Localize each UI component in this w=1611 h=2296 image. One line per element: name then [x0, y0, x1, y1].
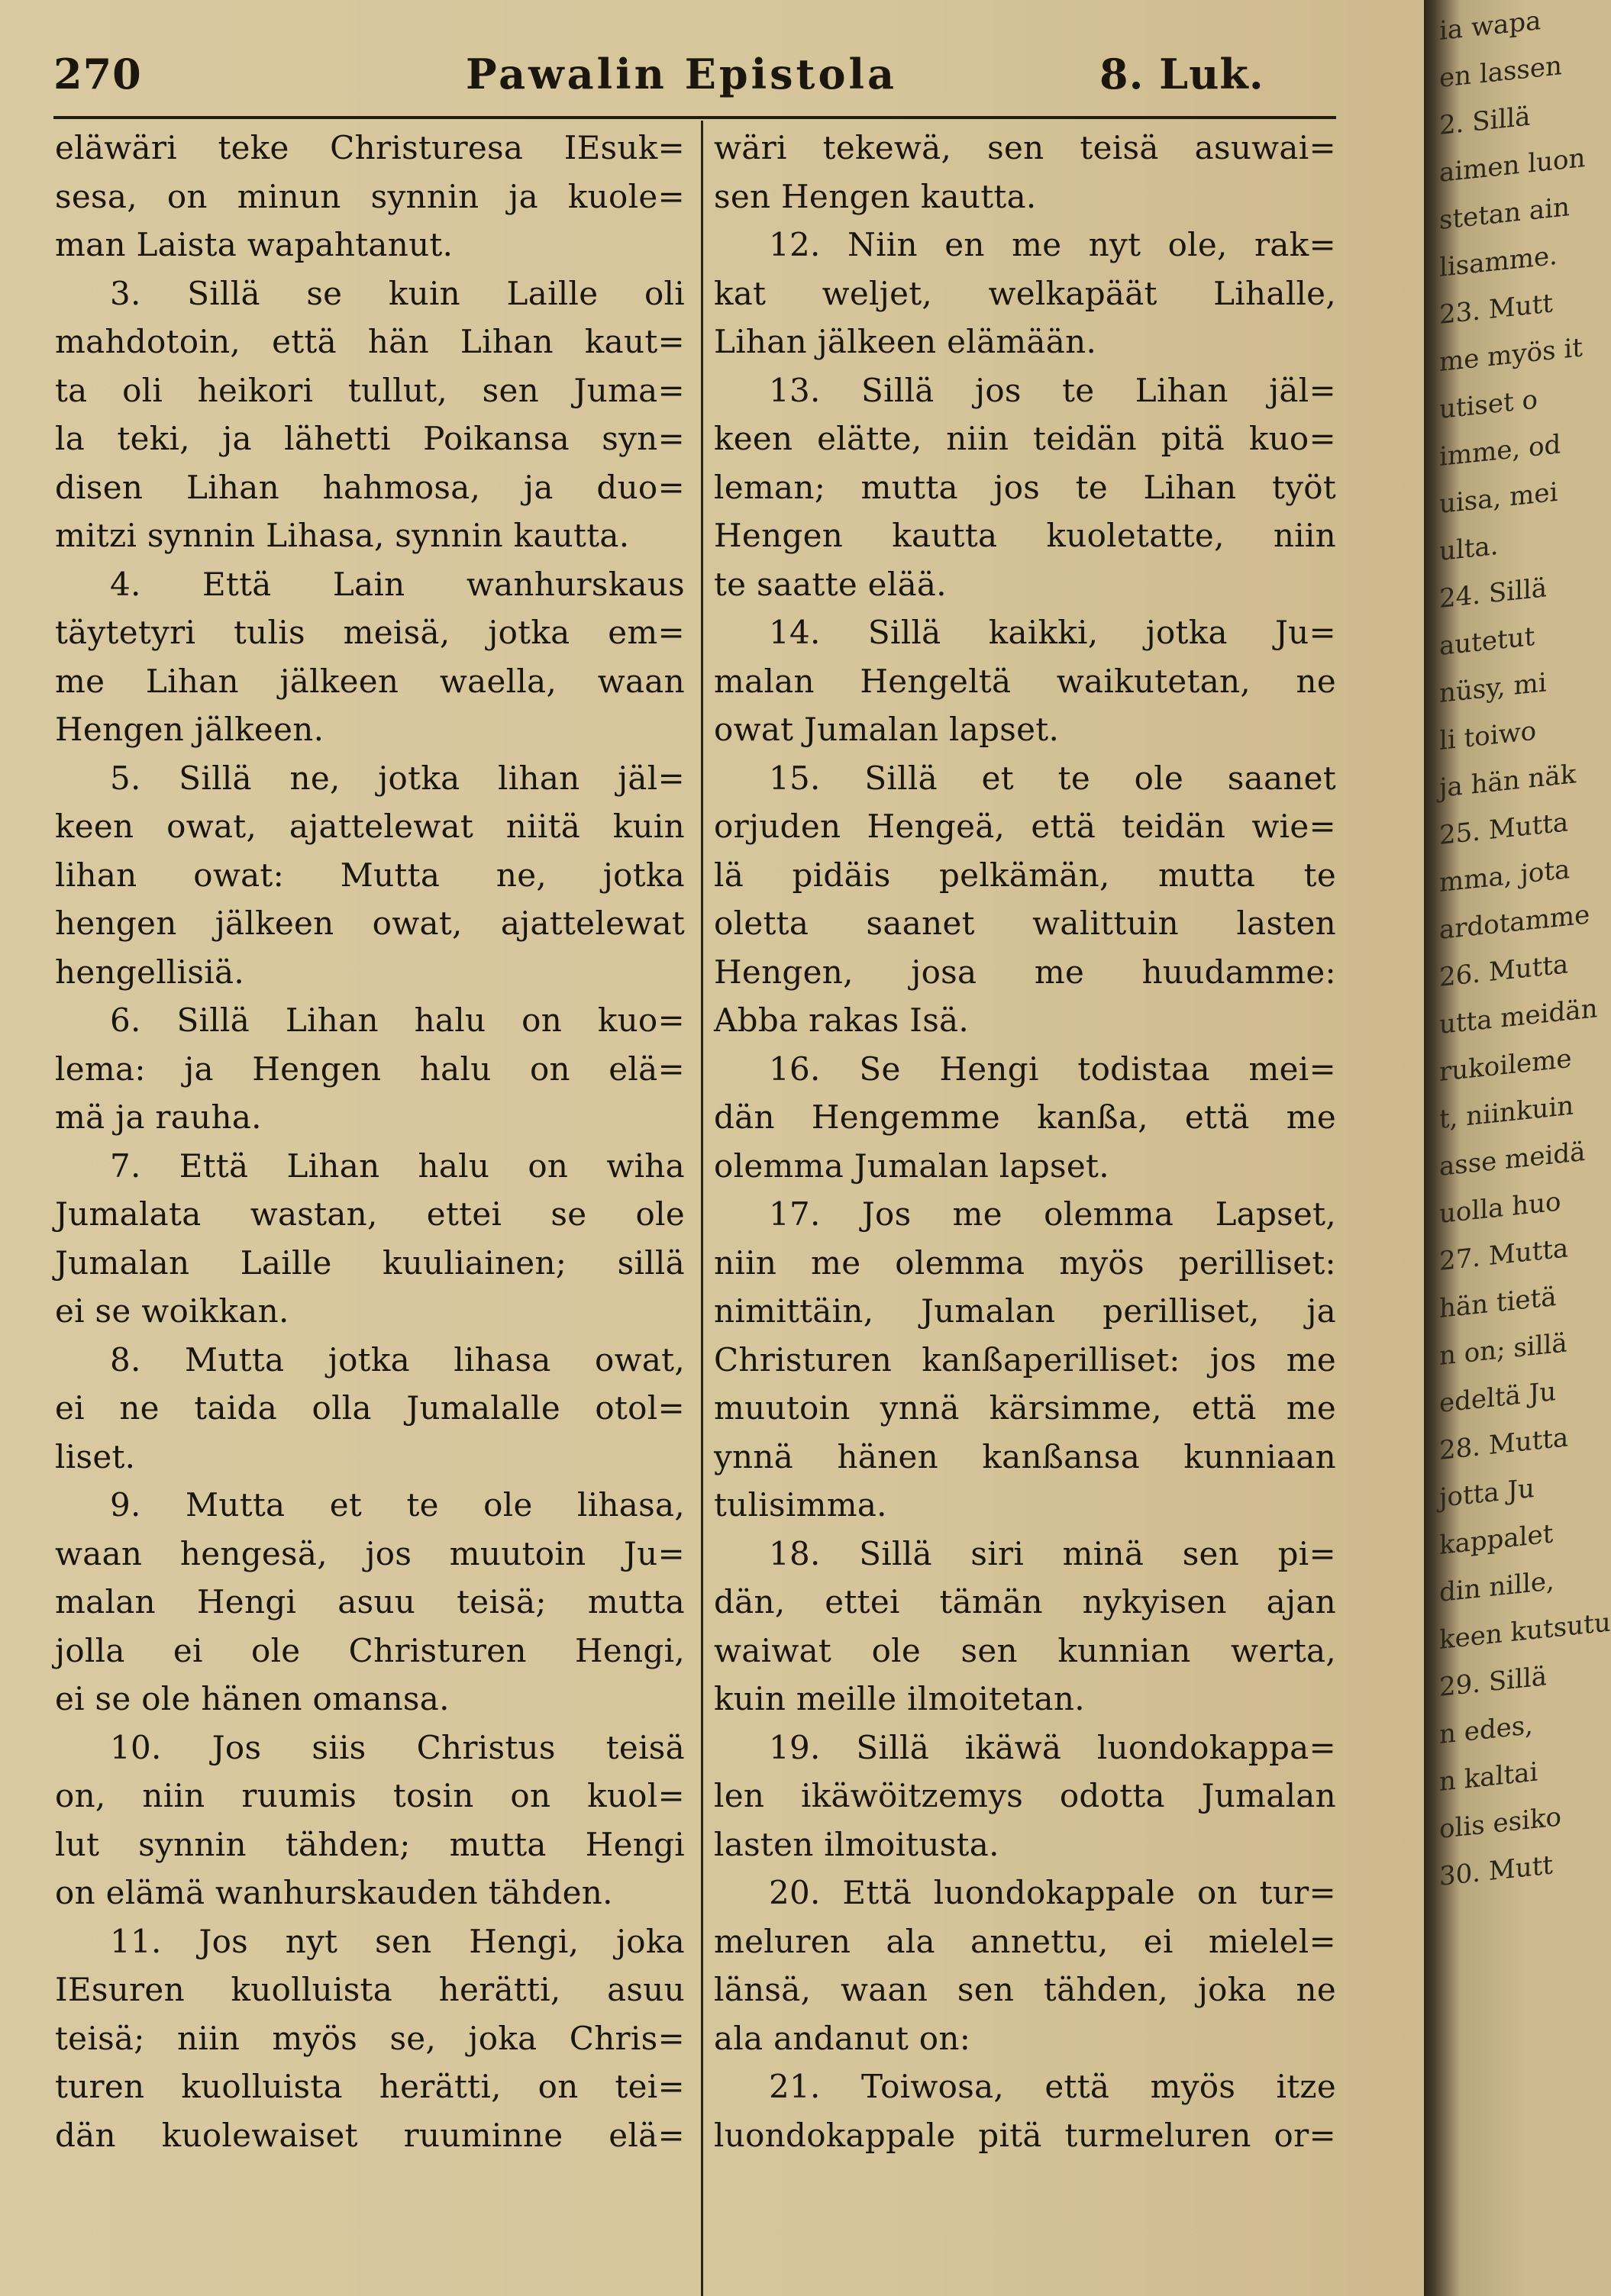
- facing-page-fragment: jotta Ju: [1439, 1472, 1535, 1514]
- text-line: la teki, ja lähetti Poikansa syn=: [55, 420, 685, 457]
- text-line: 3. Sillä se kuin Laille oli: [110, 274, 685, 312]
- facing-page-text: [1439, 0, 1611, 2290]
- text-line: 10. Jos siis Christus teisä: [110, 1728, 685, 1766]
- facing-page-fragment: 30. Mutt: [1439, 1849, 1553, 1892]
- page-header: [53, 42, 1336, 111]
- text-line: dän, ettei tämän nykyisen ajan: [714, 1583, 1336, 1620]
- text-line: 9. Mutta et te ole lihasa,: [110, 1486, 685, 1524]
- text-line: sen Hengen kautta.: [714, 177, 1037, 215]
- running-title: Pawalin Epistola: [466, 50, 898, 98]
- facing-page-fragment: n edes,: [1439, 1710, 1533, 1750]
- facing-page-fragment: autetut: [1439, 621, 1535, 662]
- facing-page-fragment: t, niinkuin: [1439, 1090, 1574, 1135]
- text-line: tulisimma.: [714, 1486, 887, 1524]
- chapter-label: 8. Luk.: [1099, 50, 1264, 98]
- facing-page-fragment: kappalet: [1439, 1518, 1554, 1561]
- text-line: owat Jumalan lapset.: [714, 711, 1060, 748]
- text-line: 8. Mutta jotka lihasa owat,: [110, 1340, 685, 1379]
- text-line: länsä, waan sen tähden, joka ne: [714, 1971, 1336, 2008]
- text-line: ei ne taida olla Jumalalle otol=: [55, 1389, 685, 1427]
- text-line: on elämä wanhurskauden tähden.: [55, 1874, 613, 1911]
- text-line: te saatte elää.: [714, 565, 947, 603]
- text-line: Hengen jälkeen.: [55, 711, 324, 748]
- facing-page-fragment: 2. Sillä: [1439, 101, 1531, 141]
- facing-page-fragment: lisamme.: [1439, 240, 1558, 283]
- text-line: ta oli heikori tullut, sen Juma=: [55, 371, 685, 409]
- text-line: nimittäin, Jumalan perilliset, ja: [714, 1292, 1336, 1330]
- text-line: disen Lihan hahmosa, ja duo=: [55, 468, 685, 506]
- text-line: muutoin ynnä kärsimme, että me: [714, 1389, 1336, 1427]
- text-line: keen owat, ajattelewat niitä kuin: [55, 808, 685, 845]
- facing-page-fragment: 27. Mutta: [1439, 1233, 1569, 1277]
- text-line: waan hengesä, jos muutoin Ju=: [55, 1534, 685, 1572]
- facing-page-fragment: li toiwo: [1439, 715, 1537, 756]
- text-line: mahdotoin, että hän Lihan kaut=: [55, 323, 685, 360]
- text-line: 14. Sillä kaikki, jotka Ju=: [769, 614, 1336, 651]
- facing-page-fragment: 24. Sillä: [1439, 572, 1548, 614]
- page-number: 270: [53, 50, 142, 98]
- text-line: len ikäwöitzemys odotta Jumalan: [714, 1777, 1336, 1814]
- text-line: Lihan jälkeen elämään.: [714, 323, 1097, 360]
- facing-page-fragment: hän tietä: [1439, 1281, 1557, 1324]
- text-line: kat weljet, welkapäät Lihalle,: [714, 274, 1336, 312]
- text-line: niin me olemma myös perilliset:: [714, 1243, 1336, 1282]
- facing-page-fragment: uisa, mei: [1439, 476, 1558, 520]
- text-line: turen kuolluista herätti, on tei=: [55, 2068, 685, 2105]
- facing-page-fragment: stetan ain: [1439, 192, 1570, 236]
- text-line: lihan owat: Mutta ne, jotka: [55, 856, 685, 894]
- facing-page-fragment: en lassen: [1439, 50, 1562, 94]
- text-line: 19. Sillä ikäwä luondokappa=: [769, 1728, 1336, 1766]
- text-line: mä ja rauha.: [55, 1098, 262, 1136]
- text-line: 4. Että Lain wanhurskaus: [110, 565, 685, 603]
- facing-page-fragment: utta meidän: [1439, 993, 1598, 1040]
- facing-page-fragment: keen kutsutu: [1439, 1607, 1611, 1656]
- text-line: teisä; niin myös se, joka Chris=: [55, 2019, 685, 2057]
- facing-page-fragment: n on; sillä: [1439, 1327, 1567, 1372]
- text-line: ei se woikkan.: [55, 1292, 289, 1330]
- text-line: 7. Että Lihan halu on wiha: [110, 1146, 685, 1185]
- column-divider: [701, 121, 703, 2296]
- text-line: 21. Toiwosa, että myös itze: [769, 2068, 1336, 2105]
- facing-page-fragment: ia wapa: [1439, 5, 1542, 47]
- text-line: lasten ilmoitusta.: [714, 1825, 999, 1863]
- facing-page-fragment: ja hän näk: [1439, 759, 1577, 804]
- text-line: wäri tekewä, sen teisä asuwai=: [714, 129, 1336, 166]
- text-line: lema: ja Hengen halu on elä=: [55, 1050, 685, 1088]
- text-line: malan Hengeltä waikutetan, ne: [714, 662, 1336, 700]
- text-line: 13. Sillä jos te Lihan jäl=: [769, 371, 1336, 409]
- text-line: liset.: [55, 1437, 136, 1475]
- text-line: 16. Se Hengi todistaa mei=: [769, 1050, 1336, 1088]
- right-column: [714, 124, 1336, 2291]
- facing-page-fragment: 28. Mutta: [1439, 1422, 1569, 1466]
- text-line: lä pidäis pelkämän, mutta te: [714, 856, 1336, 894]
- text-line: hengen jälkeen owat, ajattelewat: [55, 905, 685, 942]
- text-line: Christuren kanßaperilliset: jos me: [714, 1340, 1336, 1379]
- facing-page-fragment: edeltä Ju: [1439, 1375, 1557, 1419]
- text-line: luondokappale pitä turmeluren or=: [714, 2116, 1336, 2154]
- facing-page-fragment: ardotamme: [1439, 899, 1590, 946]
- facing-page-edge: [1424, 0, 1611, 2296]
- text-line: me Lihan jälkeen waella, waan: [55, 662, 685, 700]
- facing-page-fragment: rukoileme: [1439, 1043, 1572, 1088]
- text-line: oletta saanet walittuin lasten: [714, 905, 1336, 942]
- facing-page-fragment: aimen luon: [1439, 142, 1586, 189]
- text-line: orjuden Hengeä, että teidän wie=: [714, 808, 1336, 845]
- facing-page-fragment: 25. Mutta: [1439, 807, 1569, 851]
- facing-page-fragment: mma, jota: [1439, 853, 1571, 898]
- facing-page-fragment: asse meidä: [1439, 1136, 1586, 1182]
- text-line: keen elätte, niin teidän pitä kuo=: [714, 420, 1336, 457]
- text-line: sesa, on minun synnin ja kuole=: [55, 177, 685, 215]
- facing-page-fragment: olis esiko: [1439, 1801, 1561, 1845]
- text-line: 12. Niin en me nyt ole, rak=: [769, 226, 1336, 263]
- text-line: Hengen, josa me huudamme:: [714, 953, 1336, 991]
- text-line: täytetyri tulis meisä, jotka em=: [55, 614, 685, 651]
- facing-page-fragment: uolla huo: [1439, 1186, 1561, 1230]
- text-line: jolla ei ole Christuren Hengi,: [55, 1631, 685, 1669]
- text-line: man Laista wapahtanut.: [55, 226, 454, 263]
- text-line: IEsuren kuolluista herätti, asuu: [55, 1971, 685, 2008]
- facing-page-fragment: utiset o: [1439, 384, 1538, 425]
- text-line: 15. Sillä et te ole saanet: [769, 759, 1336, 797]
- text-line: dän kuolewaiset ruuminne elä=: [55, 2116, 685, 2154]
- text-line: mitzi synnin Lihasa, synnin kautta.: [55, 517, 630, 554]
- facing-page-fragment: ulta.: [1439, 530, 1499, 567]
- text-line: olemma Jumalan lapset.: [714, 1146, 1109, 1185]
- text-line: 20. Että luondokappale on tur=: [769, 1874, 1336, 1911]
- text-line: lut synnin tähden; mutta Hengi: [55, 1825, 685, 1863]
- text-line: 11. Jos nyt sen Hengi, joka: [110, 1922, 685, 1960]
- facing-page-fragment: din nille,: [1439, 1566, 1555, 1608]
- text-line: malan Hengi asuu teisä; mutta: [55, 1583, 685, 1620]
- header-rule: [53, 116, 1336, 119]
- text-line: 17. Jos me olemma Lapset,: [769, 1195, 1336, 1233]
- text-line: 6. Sillä Lihan halu on kuo=: [110, 1001, 685, 1039]
- text-line: Hengen kautta kuoletatte, niin: [714, 517, 1336, 554]
- text-line: 18. Sillä siri minä sen pi=: [769, 1534, 1336, 1572]
- text-line: kuin meille ilmoitetan.: [714, 1680, 1085, 1717]
- facing-page-fragment: 29. Sillä: [1439, 1661, 1548, 1703]
- facing-page-fragment: n kaltai: [1439, 1756, 1538, 1798]
- text-line: ynnä hänen kanßansa kunniaan: [714, 1437, 1336, 1475]
- text-line: leman; mutta jos te Lihan työt: [714, 468, 1336, 506]
- facing-page-fragment: me myös it: [1439, 332, 1583, 378]
- text-line: Jumalata wastan, ettei se ole: [55, 1195, 685, 1233]
- facing-page-fragment: 23. Mutt: [1439, 288, 1553, 331]
- text-line: eläwäri teke Christuresa IEsuk=: [55, 129, 685, 166]
- text-line: ala andanut on:: [714, 2019, 971, 2057]
- text-line: Abba rakas Isä.: [714, 1001, 970, 1039]
- facing-page-fragment: 26. Mutta: [1439, 949, 1569, 993]
- left-column: [55, 124, 685, 2291]
- facing-page-fragment: imme, od: [1439, 429, 1561, 472]
- text-line: hengellisiä.: [55, 953, 244, 991]
- text-line: on, niin ruumis tosin on kuol=: [55, 1777, 685, 1814]
- text-line: meluren ala annettu, ei mielel=: [714, 1922, 1336, 1960]
- text-line: waiwat ole sen kunnian werta,: [714, 1631, 1336, 1669]
- text-line: dän Hengemme kanßa, että me: [714, 1098, 1336, 1136]
- text-line: Jumalan Laille kuuliainen; sillä: [55, 1243, 685, 1282]
- facing-page-fragment: nüsy, mi: [1439, 667, 1547, 709]
- text-line: ei se ole hänen omansa.: [55, 1680, 450, 1717]
- text-line: 5. Sillä ne, jotka lihan jäl=: [110, 759, 685, 797]
